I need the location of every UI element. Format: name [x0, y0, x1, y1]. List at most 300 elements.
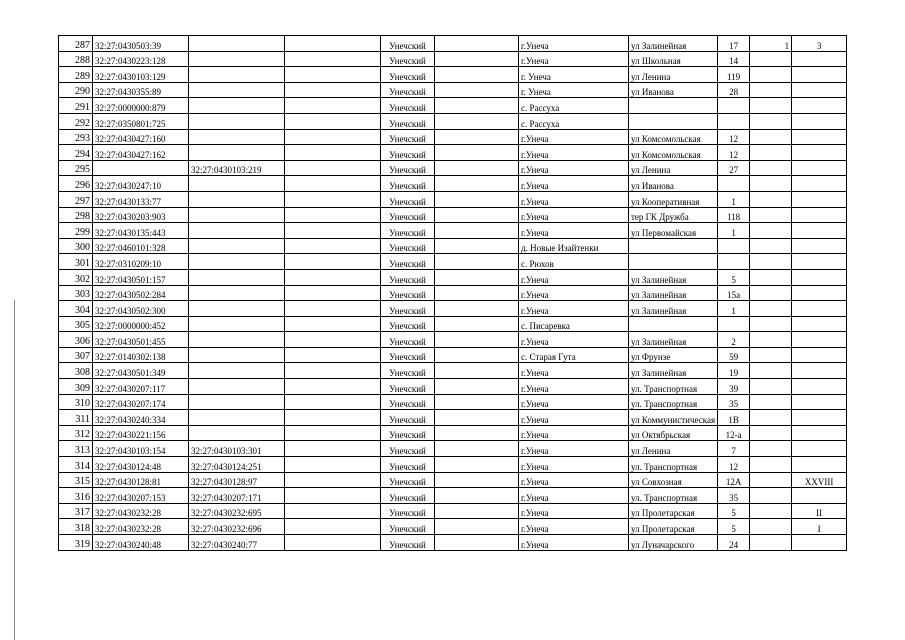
premises-cell	[792, 285, 847, 301]
district-cell: Унечский	[381, 441, 435, 457]
premises-cell	[792, 441, 847, 457]
locality-cell: г.Унеча	[519, 379, 629, 395]
empty-cell	[285, 379, 381, 395]
district-cell: Унечский	[381, 176, 435, 192]
premises-cell: II	[792, 503, 847, 519]
empty-cell	[285, 269, 381, 285]
locality-cell: г.Унеча	[519, 488, 629, 504]
empty-cell	[285, 176, 381, 192]
parent-cadastral-number-cell	[189, 51, 285, 67]
parent-cadastral-number-cell	[189, 113, 285, 129]
cadastral-number-cell: 32:27:0430502:300	[93, 301, 189, 317]
premises-cell	[792, 269, 847, 285]
empty-cell	[285, 503, 381, 519]
premises-cell	[792, 145, 847, 161]
registry-table	[58, 35, 847, 551]
house-number-cell: 2	[718, 332, 750, 348]
house-number-cell	[718, 254, 750, 270]
cadastral-number-cell: 32:27:0430355:89	[93, 82, 189, 98]
building-cell	[750, 145, 792, 161]
table-row	[59, 425, 847, 441]
parent-cadastral-number-cell: 32:27:0430207:171	[189, 488, 285, 504]
building-cell	[750, 379, 792, 395]
premises-cell	[792, 363, 847, 379]
parent-cadastral-number-cell	[189, 379, 285, 395]
cadastral-number-cell: 32:27:0430427:162	[93, 145, 189, 161]
house-number-cell	[718, 113, 750, 129]
building-cell	[750, 113, 792, 129]
empty-cell	[435, 316, 519, 332]
premises-cell	[792, 160, 847, 176]
row-number: 311	[59, 410, 93, 426]
table-row	[59, 67, 847, 83]
building-cell	[750, 254, 792, 270]
cadastral-number-cell: 32:27:0430203:903	[93, 207, 189, 223]
building-cell	[750, 488, 792, 504]
building-cell	[750, 191, 792, 207]
parent-cadastral-number-cell	[189, 238, 285, 254]
parent-cadastral-number-cell: 32:27:0430128:97	[189, 472, 285, 488]
locality-cell: г.Унеча	[519, 207, 629, 223]
empty-cell	[285, 363, 381, 379]
parent-cadastral-number-cell: 32:27:0430124:251	[189, 457, 285, 473]
street-cell: ул Пролетарская	[629, 503, 718, 519]
cadastral-number-cell: 32:27:0430240:48	[93, 535, 189, 551]
premises-cell	[792, 301, 847, 317]
locality-cell: с. Рассуха	[519, 98, 629, 114]
district-cell: Унечский	[381, 457, 435, 473]
empty-cell	[435, 254, 519, 270]
table-row	[59, 207, 847, 223]
premises-cell	[792, 379, 847, 395]
cadastral-number-cell: 32:27:0430133:77	[93, 191, 189, 207]
house-number-cell: 39	[718, 379, 750, 395]
empty-cell	[435, 176, 519, 192]
premises-cell	[792, 488, 847, 504]
street-cell: ул Коммунистическая	[629, 410, 718, 426]
parent-cadastral-number-cell	[189, 145, 285, 161]
cadastral-number-cell: 32:27:0430207:153	[93, 488, 189, 504]
premises-cell	[792, 254, 847, 270]
table-row	[59, 223, 847, 239]
premises-cell: XXVIII	[792, 472, 847, 488]
district-cell: Унечский	[381, 36, 435, 52]
building-cell	[750, 160, 792, 176]
empty-cell	[285, 441, 381, 457]
house-number-cell	[718, 316, 750, 332]
street-cell: ул. Транспортная	[629, 379, 718, 395]
building-cell	[750, 207, 792, 223]
premises-cell	[792, 332, 847, 348]
street-cell: ул. Транспортная	[629, 394, 718, 410]
street-cell	[629, 254, 718, 270]
house-number-cell: 28	[718, 82, 750, 98]
premises-cell	[792, 176, 847, 192]
table-row	[59, 269, 847, 285]
street-cell: ул Ленина	[629, 67, 718, 83]
street-cell: ул Кооперативная	[629, 191, 718, 207]
street-cell: ул. Транспортная	[629, 457, 718, 473]
street-cell: ул Школьная	[629, 51, 718, 67]
parent-cadastral-number-cell	[189, 316, 285, 332]
building-cell	[750, 82, 792, 98]
house-number-cell: 12	[718, 129, 750, 145]
empty-cell	[285, 36, 381, 52]
parent-cadastral-number-cell	[189, 98, 285, 114]
premises-cell	[792, 457, 847, 473]
empty-cell	[435, 223, 519, 239]
parent-cadastral-number-cell	[189, 425, 285, 441]
cadastral-number-cell: 32:27:0430501:349	[93, 363, 189, 379]
house-number-cell: 14	[718, 51, 750, 67]
building-cell	[750, 176, 792, 192]
district-cell: Унечский	[381, 191, 435, 207]
table-row	[59, 176, 847, 192]
cadastral-number-cell: 32:27:0430503:39	[93, 36, 189, 52]
building-cell	[750, 519, 792, 535]
parent-cadastral-number-cell: 32:27:0430103:219	[189, 160, 285, 176]
empty-cell	[435, 425, 519, 441]
district-cell: Унечский	[381, 82, 435, 98]
locality-cell: г.Унеча	[519, 425, 629, 441]
empty-cell	[435, 285, 519, 301]
cadastral-number-cell: 32:27:0460101:328	[93, 238, 189, 254]
row-number: 314	[59, 457, 93, 473]
street-cell	[629, 98, 718, 114]
locality-cell: г.Унеча	[519, 441, 629, 457]
row-number: 289	[59, 67, 93, 83]
district-cell: Унечский	[381, 145, 435, 161]
row-number: 310	[59, 394, 93, 410]
row-number: 317	[59, 503, 93, 519]
locality-cell: г.Унеча	[519, 160, 629, 176]
empty-cell	[285, 51, 381, 67]
table-row	[59, 332, 847, 348]
building-cell	[750, 51, 792, 67]
empty-cell	[435, 441, 519, 457]
street-cell	[629, 113, 718, 129]
empty-cell	[285, 67, 381, 83]
row-number: 290	[59, 82, 93, 98]
empty-cell	[435, 535, 519, 551]
table-row	[59, 457, 847, 473]
locality-cell: г.Унеча	[519, 472, 629, 488]
table-row	[59, 347, 847, 363]
cadastral-number-cell: 32:27:0430232:28	[93, 519, 189, 535]
house-number-cell: 5	[718, 503, 750, 519]
house-number-cell: 7	[718, 441, 750, 457]
cadastral-number-cell: 32:27:0430223:128	[93, 51, 189, 67]
locality-cell: с. Старая Гута	[519, 347, 629, 363]
empty-cell	[285, 160, 381, 176]
parent-cadastral-number-cell	[189, 347, 285, 363]
table-row	[59, 191, 847, 207]
house-number-cell: 24	[718, 535, 750, 551]
parent-cadastral-number-cell	[189, 301, 285, 317]
row-number: 301	[59, 254, 93, 270]
empty-cell	[285, 254, 381, 270]
row-number: 300	[59, 238, 93, 254]
empty-cell	[435, 488, 519, 504]
street-cell: ул Ленина	[629, 160, 718, 176]
empty-cell	[285, 425, 381, 441]
table-row	[59, 238, 847, 254]
building-cell	[750, 129, 792, 145]
district-cell: Унечский	[381, 238, 435, 254]
district-cell: Унечский	[381, 410, 435, 426]
row-number: 315	[59, 472, 93, 488]
premises-cell	[792, 51, 847, 67]
table-row	[59, 441, 847, 457]
street-cell: ул Октябрьская	[629, 425, 718, 441]
street-cell: ул Залинейная	[629, 332, 718, 348]
row-number: 306	[59, 332, 93, 348]
row-number: 307	[59, 347, 93, 363]
row-number: 291	[59, 98, 93, 114]
district-cell: Унечский	[381, 67, 435, 83]
row-number: 304	[59, 301, 93, 317]
house-number-cell: 17	[718, 36, 750, 52]
district-cell: Унечский	[381, 113, 435, 129]
cadastral-number-cell: 32:27:0430232:28	[93, 503, 189, 519]
district-cell: Унечский	[381, 425, 435, 441]
premises-cell	[792, 238, 847, 254]
parent-cadastral-number-cell: 32:27:0430240:77	[189, 535, 285, 551]
locality-cell: г.Унеча	[519, 519, 629, 535]
row-number: 298	[59, 207, 93, 223]
locality-cell: г. Унеча	[519, 67, 629, 83]
building-cell	[750, 535, 792, 551]
row-number: 309	[59, 379, 93, 395]
street-cell: ул Фрунзе	[629, 347, 718, 363]
district-cell: Унечский	[381, 223, 435, 239]
locality-cell: г.Унеча	[519, 51, 629, 67]
empty-cell	[435, 238, 519, 254]
street-cell: ул Залинейная	[629, 285, 718, 301]
parent-cadastral-number-cell	[189, 223, 285, 239]
parent-cadastral-number-cell	[189, 129, 285, 145]
empty-cell	[435, 410, 519, 426]
house-number-cell: 15а	[718, 285, 750, 301]
street-cell	[629, 316, 718, 332]
empty-cell	[435, 145, 519, 161]
row-number: 305	[59, 316, 93, 332]
premises-cell	[792, 347, 847, 363]
cadastral-number-cell: 32:27:0430247:10	[93, 176, 189, 192]
empty-cell	[435, 503, 519, 519]
district-cell: Унечский	[381, 160, 435, 176]
empty-cell	[285, 223, 381, 239]
empty-cell	[435, 67, 519, 83]
building-cell	[750, 457, 792, 473]
building-cell	[750, 503, 792, 519]
district-cell: Унечский	[381, 254, 435, 270]
street-cell: ул Первомайская	[629, 223, 718, 239]
building-cell	[750, 67, 792, 83]
parent-cadastral-number-cell	[189, 285, 285, 301]
cadastral-number-cell: 32:27:0430502:284	[93, 285, 189, 301]
premises-cell	[792, 207, 847, 223]
house-number-cell: 1	[718, 191, 750, 207]
empty-cell	[435, 51, 519, 67]
empty-cell	[285, 285, 381, 301]
house-number-cell: 118	[718, 207, 750, 223]
street-cell: ул Пролетарская	[629, 519, 718, 535]
row-number: 296	[59, 176, 93, 192]
locality-cell: г.Унеча	[519, 223, 629, 239]
district-cell: Унечский	[381, 129, 435, 145]
premises-cell	[792, 410, 847, 426]
empty-cell	[435, 472, 519, 488]
house-number-cell: 19	[718, 363, 750, 379]
cadastral-number-cell: 32:27:0430135:443	[93, 223, 189, 239]
cadastral-number-cell: 32:27:0430427:160	[93, 129, 189, 145]
locality-cell: с. Рассуха	[519, 113, 629, 129]
building-cell	[750, 425, 792, 441]
locality-cell: с. Рюхов	[519, 254, 629, 270]
row-number: 295	[59, 160, 93, 176]
district-cell: Унечский	[381, 535, 435, 551]
building-cell	[750, 269, 792, 285]
locality-cell: г.Унеча	[519, 145, 629, 161]
house-number-cell: 12	[718, 457, 750, 473]
cadastral-number-cell: 32:27:0430128:81	[93, 472, 189, 488]
building-cell	[750, 301, 792, 317]
empty-cell	[285, 472, 381, 488]
locality-cell: г.Унеча	[519, 394, 629, 410]
parent-cadastral-number-cell: 32:27:0430103:301	[189, 441, 285, 457]
empty-cell	[285, 488, 381, 504]
street-cell: ул Ленина	[629, 441, 718, 457]
table-row	[59, 379, 847, 395]
table-row	[59, 488, 847, 504]
empty-cell	[435, 160, 519, 176]
locality-cell: г.Унеча	[519, 269, 629, 285]
street-cell: ул Залинейная	[629, 36, 718, 52]
empty-cell	[285, 82, 381, 98]
district-cell: Унечский	[381, 488, 435, 504]
empty-cell	[435, 301, 519, 317]
premises-cell	[792, 316, 847, 332]
parent-cadastral-number-cell	[189, 332, 285, 348]
table-row	[59, 82, 847, 98]
locality-cell: г.Унеча	[519, 363, 629, 379]
cadastral-number-cell: 32:27:0430221:156	[93, 425, 189, 441]
table-row	[59, 36, 847, 52]
street-cell: ул Залинейная	[629, 301, 718, 317]
house-number-cell: 59	[718, 347, 750, 363]
table-row	[59, 113, 847, 129]
table-row	[59, 394, 847, 410]
parent-cadastral-number-cell	[189, 410, 285, 426]
empty-cell	[285, 410, 381, 426]
row-number: 318	[59, 519, 93, 535]
cadastral-number-cell	[93, 160, 189, 176]
cadastral-number-cell: 32:27:0430103:154	[93, 441, 189, 457]
house-number-cell	[718, 176, 750, 192]
house-number-cell: 119	[718, 67, 750, 83]
cadastral-number-cell: 32:27:0000000:452	[93, 316, 189, 332]
row-number: 313	[59, 441, 93, 457]
parent-cadastral-number-cell: 32:27:0430232:696	[189, 519, 285, 535]
street-cell	[629, 238, 718, 254]
locality-cell: г.Унеча	[519, 457, 629, 473]
building-cell	[750, 332, 792, 348]
empty-cell	[285, 129, 381, 145]
premises-cell	[792, 129, 847, 145]
district-cell: Унечский	[381, 98, 435, 114]
empty-cell	[435, 207, 519, 223]
house-number-cell: 12А	[718, 472, 750, 488]
building-cell	[750, 394, 792, 410]
house-number-cell: 12	[718, 145, 750, 161]
building-cell	[750, 410, 792, 426]
table-row	[59, 363, 847, 379]
row-number: 297	[59, 191, 93, 207]
locality-cell: г.Унеча	[519, 410, 629, 426]
empty-cell	[285, 301, 381, 317]
locality-cell: г. Унеча	[519, 82, 629, 98]
district-cell: Унечский	[381, 347, 435, 363]
empty-cell	[285, 207, 381, 223]
house-number-cell: 27	[718, 160, 750, 176]
street-cell: ул Иванова	[629, 82, 718, 98]
table-row	[59, 472, 847, 488]
table-row	[59, 160, 847, 176]
district-cell: Унечский	[381, 207, 435, 223]
empty-cell	[435, 457, 519, 473]
street-cell: ул Залинейная	[629, 363, 718, 379]
row-number: 316	[59, 488, 93, 504]
street-cell: ул Луначарского	[629, 535, 718, 551]
empty-cell	[435, 379, 519, 395]
empty-cell	[285, 316, 381, 332]
locality-cell: г.Унеча	[519, 503, 629, 519]
table-row	[59, 254, 847, 270]
district-cell: Унечский	[381, 519, 435, 535]
building-cell	[750, 98, 792, 114]
row-number: 288	[59, 51, 93, 67]
premises-cell	[792, 425, 847, 441]
street-cell: ул Иванова	[629, 176, 718, 192]
empty-cell	[285, 457, 381, 473]
cadastral-number-cell: 32:27:0350801:725	[93, 113, 189, 129]
locality-cell: г.Унеча	[519, 535, 629, 551]
district-cell: Унечский	[381, 503, 435, 519]
premises-cell	[792, 535, 847, 551]
registry-table-body	[59, 36, 847, 551]
street-cell: ул Комсомольская	[629, 129, 718, 145]
district-cell: Унечский	[381, 316, 435, 332]
empty-cell	[435, 269, 519, 285]
cadastral-number-cell: 32:27:0430207:117	[93, 379, 189, 395]
empty-cell	[285, 113, 381, 129]
premises-cell	[792, 394, 847, 410]
district-cell: Унечский	[381, 394, 435, 410]
premises-cell: 3	[792, 36, 847, 52]
parent-cadastral-number-cell	[189, 82, 285, 98]
row-number: 312	[59, 425, 93, 441]
cadastral-number-cell: 32:27:0000000:879	[93, 98, 189, 114]
empty-cell	[435, 191, 519, 207]
empty-cell	[435, 394, 519, 410]
parent-cadastral-number-cell	[189, 36, 285, 52]
locality-cell: г.Унеча	[519, 129, 629, 145]
empty-cell	[285, 347, 381, 363]
empty-cell	[285, 394, 381, 410]
table-row	[59, 98, 847, 114]
cadastral-number-cell: 32:27:0430103:129	[93, 67, 189, 83]
